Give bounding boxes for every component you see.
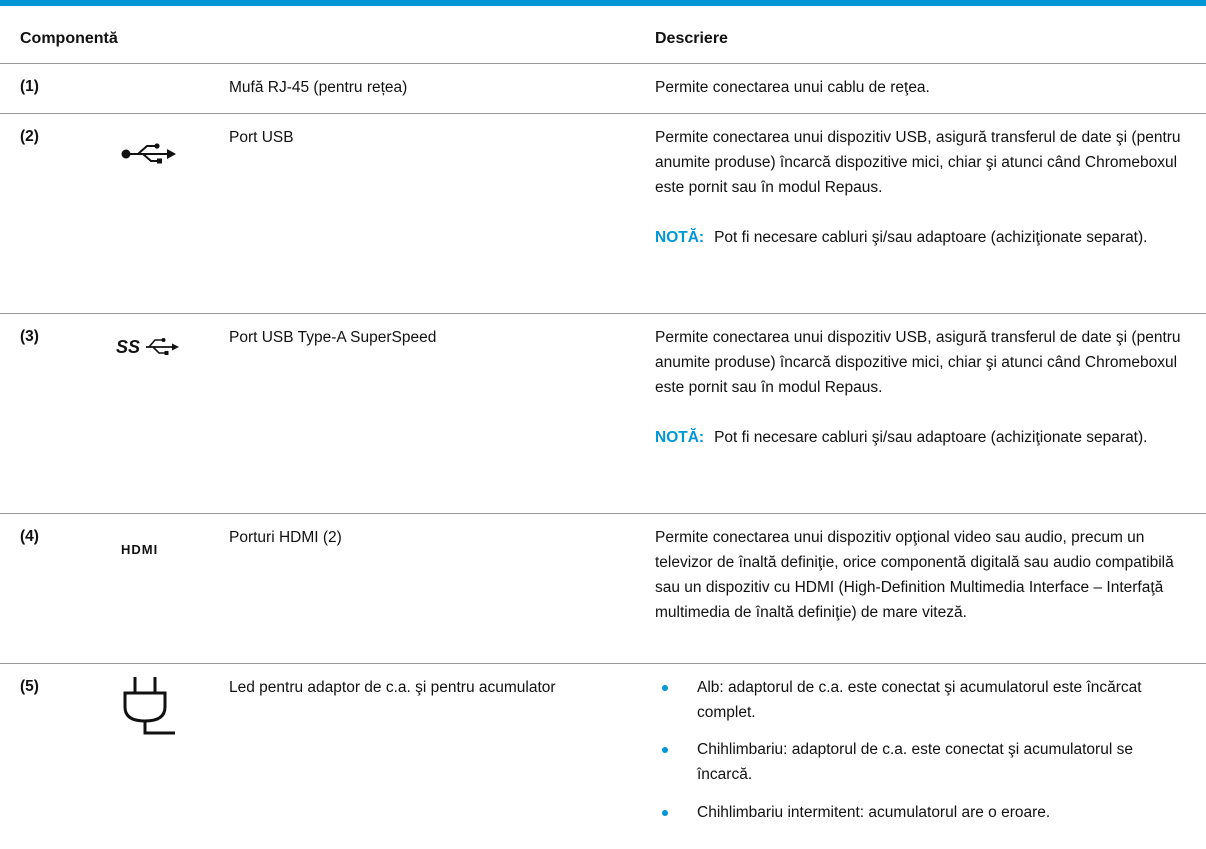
row-1-name: Mufă RJ-45 (pentru rețea) (229, 79, 408, 96)
row-2-name: Port USB (229, 129, 294, 146)
row-4-description: Permite conectarea unui dispozitiv opţional video sau audio, precum un televizor de înaltă definiţie, orice componentă digitală sau audio compatibilă sau un dispozitiv cu HDMI (High-Definition Multimedia Interface – Interfaţă multimedia de înaltă definiţie) de mare viteză. (655, 529, 1174, 621)
divider (0, 113, 1206, 114)
row-1-number: (1) (20, 78, 39, 95)
divider (0, 63, 1206, 64)
note-label: NOTĂ: (655, 429, 705, 446)
row-1-description: Permite conectarea unui cablu de reţea. (655, 79, 930, 96)
superspeed-usb-icon-text: SS (116, 337, 141, 357)
row-3-description: Permite conectarea unui dispozitiv USB, asigură transferul de date şi (pentru anumite produse) încarcă dispozitive mici, chiar şi atunci când Chromeboxul este pornit sau în modul Repaus. (655, 329, 1181, 396)
divider (0, 663, 1206, 664)
note-label: NOTĂ: (655, 229, 705, 246)
row-2-description: Permite conectarea unui dispozitiv USB, asigură transferul de date şi (pentru anumite produse) încarcă dispozitive mici, chiar şi atunci când Chromeboxul este pornit sau în modul Repaus. (655, 129, 1181, 196)
divider (0, 313, 1206, 314)
bullet-dot (662, 747, 668, 753)
row-3-number: (3) (20, 328, 39, 345)
row-3-note-text: Pot fi necesare cabluri şi/sau adaptoare (achiziţionate separat). (714, 429, 1148, 446)
row-2-note (655, 225, 1190, 250)
row-3-note (655, 425, 1190, 450)
bullet-dot (662, 810, 668, 816)
superspeed-usb-icon (116, 334, 180, 363)
row-4-number: (4) (20, 528, 39, 545)
bullet-text: Chihlimbariu: adaptorul de c.a. este conectat şi acumulatorul se încarcă. (697, 741, 1133, 783)
top-accent-bar (0, 0, 1206, 6)
header-component: Componentă (20, 30, 118, 47)
divider (0, 513, 1206, 514)
row-5-name: Led pentru adaptor de c.a. şi pentru acumulator (229, 679, 556, 696)
hdmi-icon-text: HDMI (121, 542, 159, 556)
row-2-number: (2) (20, 128, 39, 145)
row-5-number: (5) (20, 678, 39, 695)
header-description: Descriere (655, 30, 728, 47)
hdmi-icon (121, 542, 183, 561)
row-3-name: Port USB Type-A SuperSpeed (229, 329, 437, 346)
usb-icon (121, 142, 177, 169)
bullet-dot (662, 685, 668, 691)
row-4-name: Porturi HDMI (2) (229, 529, 342, 546)
bullet-text: Alb: adaptorul de c.a. este conectat şi acumulatorul este încărcat complet. (697, 679, 1142, 721)
row-2-note-text: Pot fi necesare cabluri şi/sau adaptoare (achiziţionate separat). (714, 229, 1148, 246)
bullet-text: Chihlimbariu intermitent: acumulatorul are o eroare. (697, 804, 1051, 821)
ac-adapter-plug-icon (117, 675, 177, 746)
